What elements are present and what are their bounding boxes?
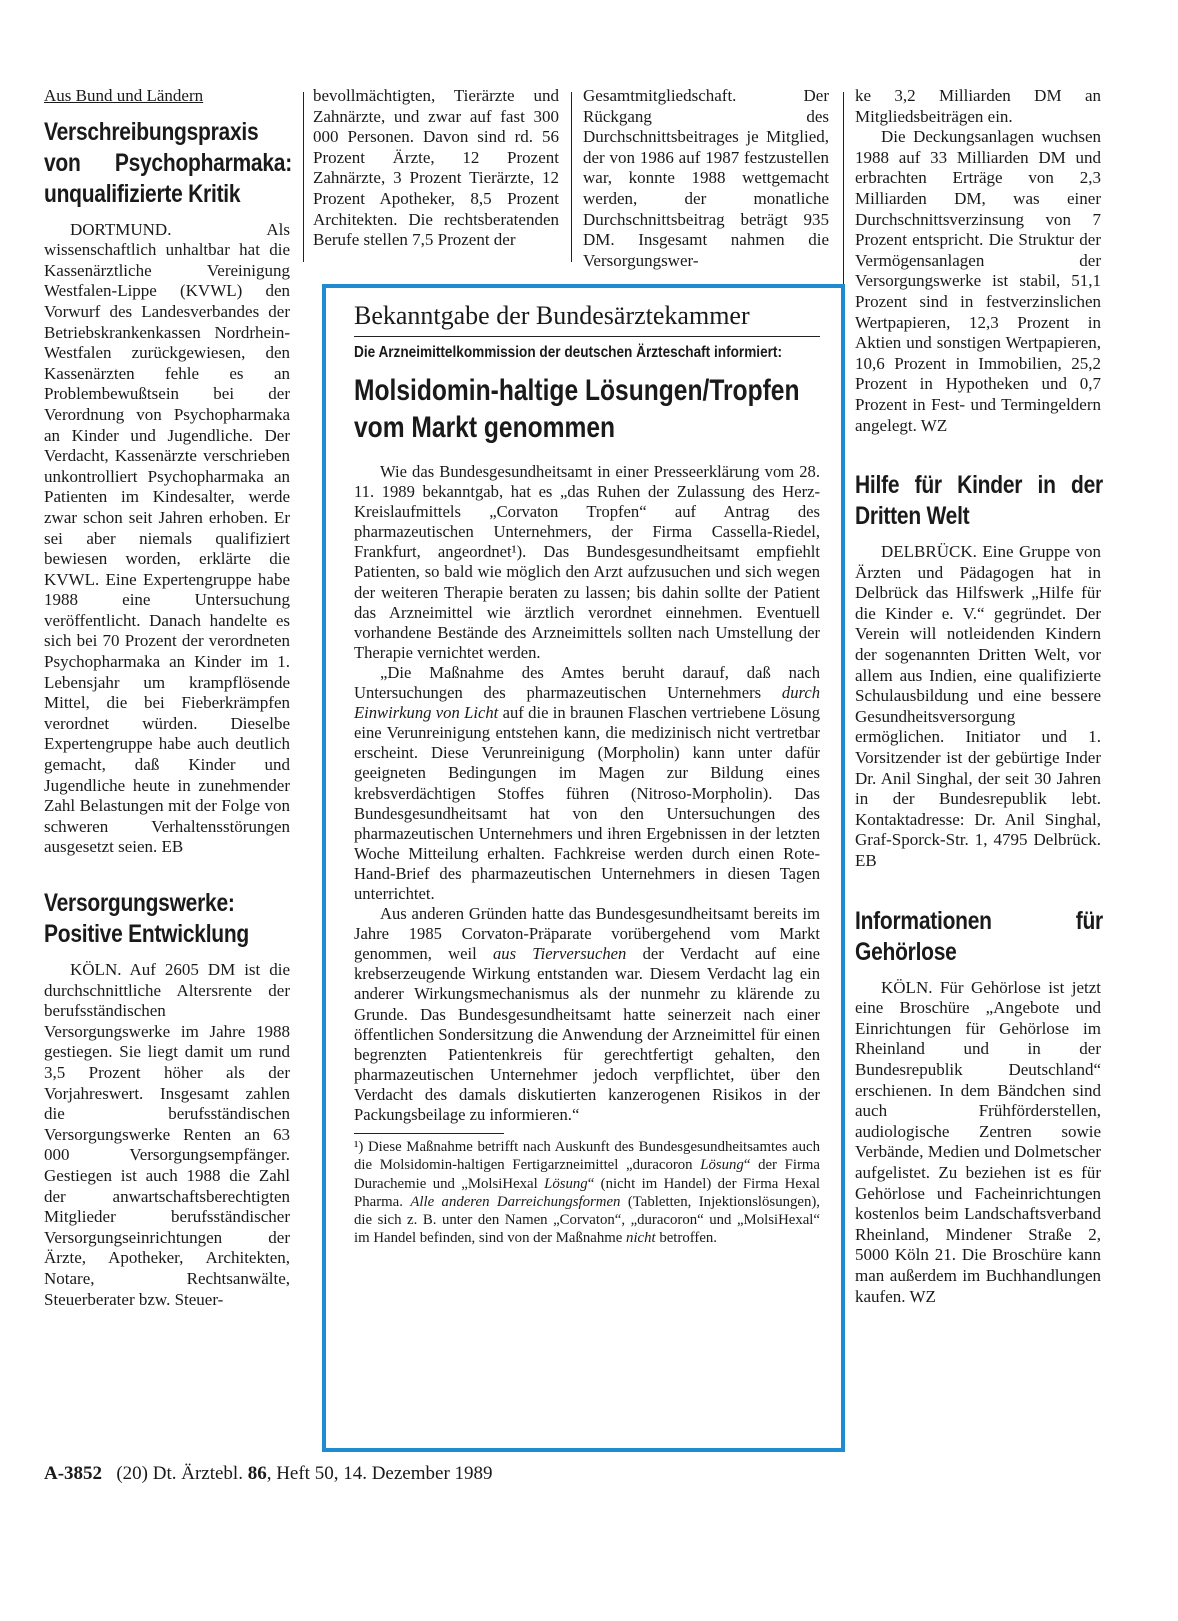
announcement-paragraph-1: Wie das Bundesgesundheitsamt in einer Presseerklärung vom 28. 11. 1989 bekanntgab, hat es „das Ruhen der Zulassung des Herz-Kreislaufmittels „Corvaton Tropfen“ auf Antrag des pharmazeutischen Unternehmers, der Firma Cassella-Riedel, Frankfurt, angeordnet¹). Das Bundesgesundheitsamt empfiehlt Patienten, so bald wie möglich den Arzt aufzusuchen und sich wegen der weiteren Therapie beraten zu lassen; bis dahin sollte der Patient das Arzneimittel wie ärztlich verordnet einnehmen. Eventuell vorhandene Bestände des Arzneimittels sollten nach Umstellung der Therapie vernichtet werden.	[354, 462, 820, 662]
announcement-paragraph-3: Aus anderen Gründen hatte das Bundesgesundheitsamt bereits im Jahre 1985 Corvaton-Präparate vorübergehend vom Markt genommen, weil aus Tierversuchen der Verdacht auf eine krebserzeugende Wirkung entstanden war. Diesem Verdacht lag ein anderer Wirkungsmechanismus als der nunmehr zu klärende zu Grunde. Das Bundesgesundheitsamt hatte seinerzeit nach einer öffentlichen Sondersitzung die Anwendung der Arzneimittel für einen begrenzten Patientenkreis für gerechtfertigt gehalten, den pharmazeutischen Unternehmer jedoch verpflichtet, über den Verdacht des damals diskutierten kanzerogenen Risikos in der Packungsbeilage zu informieren.“	[354, 904, 820, 1124]
article-body-dritte-welt: DELBRÜCK. Eine Gruppe von Ärzten und Pädagogen hat in Delbrück das Hilfswerk „Hilfe für die Kinder e. V.“ gegründet. Der Verein will notleidenden Kindern der sogenannten Dritten Welt, vor allem aus Indien, eine qualifizierte Schulausbildung und eine bessere Gesundheitsversorgung ermöglichen. Initiator und 1. Vorsitzender ist der gebürtige Inder Dr. Anil Singhal, der seit 30 Jahren in der Bundesrepublik lebt. Kontaktadresse: Dr. Anil Singhal, Graf-Sporck-Str. 1, 4795 Delbrück. EB	[855, 542, 1101, 870]
journal-reference: (20) Dt. Ärztebl.	[116, 1463, 243, 1484]
article-body-gehoerlose: KÖLN. Für Gehörlose ist jetzt eine Broschüre „Angebote und Einrichtungen für Gehörlose im Rheinland und in der Bundesrepublik Deutschland“ erschienen. In dem Bändchen sind auch Frühförderstellen, audiologische Zentren sowie Verbände, Medien und Dolmetscher aufgelistet. Zu beziehen ist es für Gehörlose und Facheinrichtungen kostenlos beim Landschaftsverband Rheinland, Mindener Straße 2, 5000 Köln 21. Die Broschüre kann man außerdem im Buchhandlungen kaufen. WZ	[855, 977, 1101, 1306]
announcement-box	[322, 284, 845, 1452]
announcement-title: Bekanntgabe der Bundesärztekammer	[354, 300, 820, 337]
column-right	[855, 86, 1101, 1307]
article-headline-versorgungswerke: Versorgungswerke: Positive Entwicklung	[44, 889, 250, 948]
announcement-footnote: ¹) Diese Maßnahme betrifft nach Auskunft des Bundesgesundheitsamtes auch die Molsidomin-haltigen Fertigarzneimittel „duracoron Lösung“ der Firma Durachemie und „MolsiHexal Lösung“ (nicht im Handel) der Firma Hexal Pharma. Alle anderen Darreichungsformen (Tabletten, Injektionslösungen), die sich z. B. unter den Namen „Corvaton“, „duracoron“ und „MolsiHexal“ im Handel befinden, sind von der Maßnahme nicht betroffen.	[354, 1139, 820, 1247]
page-footer	[44, 1463, 493, 1485]
versorgungswerke-end-2: Die Deckungsanlagen wuchsen 1988 auf 33 Milliarden DM und erbrachten Erträge von 2,3 Milliarden DM, was einer Durchschnittsverzinsung von 7 Prozent entspricht. Die Struktur der Vermögensanlagen der Versorgungswerke ist stabil, 51,1 Prozent sind in festverzinslichen Wertpapieren, 12,3 Prozent in Aktien und sonstigen Wertpapieren, 10,6 Prozent in Immobilien, 25,2 Prozent in Hypotheken und 0,7 Prozent in Fest- und Termingeldern angelegt. WZ	[855, 127, 1101, 435]
versorgungswerke-end-1: ke 3,2 Milliarden DM an Mitgliedsbeiträgen ein.	[855, 86, 1101, 126]
section-kicker: Aus Bund und Ländern	[44, 86, 204, 105]
column-left	[44, 86, 290, 1310]
journal-issue: , Heft 50, 14. Dezember 1989	[266, 1463, 493, 1484]
announcement-paragraph-2: „Die Maßnahme des Amtes beruht darauf, daß nach Untersuchungen des pharmazeutischen Unternehmers durch Einwirkung von Licht auf die in braunen Flaschen vertriebene Lösung eine Verunreinigung entstehen kann, die medizinisch nicht vertretbar erscheint. Diese Verunreinigung (Morpholin) kann unter dafür geeigneten Bedingungen im Magen zur Bildung eines krebsverdächtigen Stoffes führen (Nitroso-Morpholin). Das Bundesgesundheitsamt hat von den Untersuchungen des pharmazeutischen Unternehmers und ihren Ergebnissen in der letzten Woche Mitteilung erhalten. Fachkreise werden durch einen Rote-Hand-Brief des pharmazeutischen Unternehmers in diesen Tagen unterrichtet.	[354, 662, 820, 903]
column-rule	[571, 92, 572, 262]
article-headline-psychopharmaka: Verschreibungspraxis von Psychopharmaka: unqualifizierte Kritik	[44, 117, 292, 208]
announcement-subtitle: Die Arzneimittelkommission der deutschen Ärzteschaft informiert:	[354, 344, 782, 361]
column-middle-right-top	[583, 86, 829, 271]
column-middle-left-top	[313, 86, 559, 251]
article-body-versorgungswerke: KÖLN. Auf 2605 DM ist die durchschnittliche Altersrente der berufsständischen Versorgungswerke im Jahre 1988 gestiegen. Sie liegt damit um rund 3,5 Prozent höher als der Vorjahreswert. Insgesamt zahlen die berufsständischen Versorgungswerke Renten an 63 000 Versorgungsempfänger. Gestiegen ist auch 1988 die Zahl der anwartschaftsberechtigten Mitglieder berufsständischer Versorgungseinrichtungen der Ärzte, Apotheker, Architekten, Notare, Rechtsanwälte, Steuerberater bzw. Steuer-	[44, 960, 290, 1309]
page-number: A-3852	[44, 1463, 103, 1484]
journal-volume: 86	[247, 1463, 267, 1484]
article-body-psychopharmaka: DORTMUND. Als wissenschaftlich unhaltbar hat die Kassenärztliche Vereinigung Westfalen-Lippe (KVWL) den Vorwurf des Landesverbandes der Betriebskrankenkassen Nordrhein-Westfalen zurückgewiesen, den Kassenärzten fehle es an Problembewußtsein bei der Verordnung von Psychopharmaka an Kinder und Jugendliche. Der Verdacht, Kassenärzte verschrieben unkontrolliert Psychopharmaka an Patienten im Kindesalter, werde zwar schon seit Jahren erhoben. Er sei aber niemals qualifiziert bewiesen worden, erklärte die KVWL. Eine Expertengruppe habe 1988 eine Untersuchung veröffentlicht. Danach handelte es sich bei 70 Prozent der verordneten Psychopharmaka an Kinder im 1. Lebensjahr um krampflösende Mittel, die bei Fieberkrämpfen verordnet würden. Dieselbe Expertengruppe habe auch deutlich gemacht, daß Kinder und Jugendliche heute in zunehmender Zahl Belastungen mit der Folge von schweren Verhaltensstörungen ausgesetzt seien. EB	[44, 219, 290, 857]
article-headline-gehoerlose: Informationen für Gehörlose	[855, 906, 1103, 966]
column-rule	[303, 92, 304, 262]
article-headline-dritte-welt: Hilfe für Kinder in der Dritten Welt	[855, 471, 1103, 531]
footnote-rule	[354, 1133, 504, 1134]
versorgungswerke-continuation: bevollmächtigten, Tierärzte und Zahnärzte, und zwar auf fast 300 000 Personen. Davon sind rd. 56 Prozent Ärzte, 12 Prozent Zahnärzte, 3 Prozent Tierärzte, 12 Prozent Apotheker, 8,5 Prozent Architekten. Die rechtsberatenden Berufe stellen 7,5 Prozent der	[313, 86, 559, 250]
versorgungswerke-continuation-2: Gesamtmitgliedschaft. Der Rückgang des Durchschnittsbeitrages je Mitglied, der von 1986 auf 1987 festzustellen war, konnte 1988 wettgemacht werden, der monatliche Durchschnittsbeitrag beträgt 935 DM. Insgesamt nahmen die Versorgungswer-	[583, 86, 829, 270]
announcement-headline: Molsidomin-haltige Lösungen/Tropfen vom Markt genommen	[354, 374, 800, 444]
